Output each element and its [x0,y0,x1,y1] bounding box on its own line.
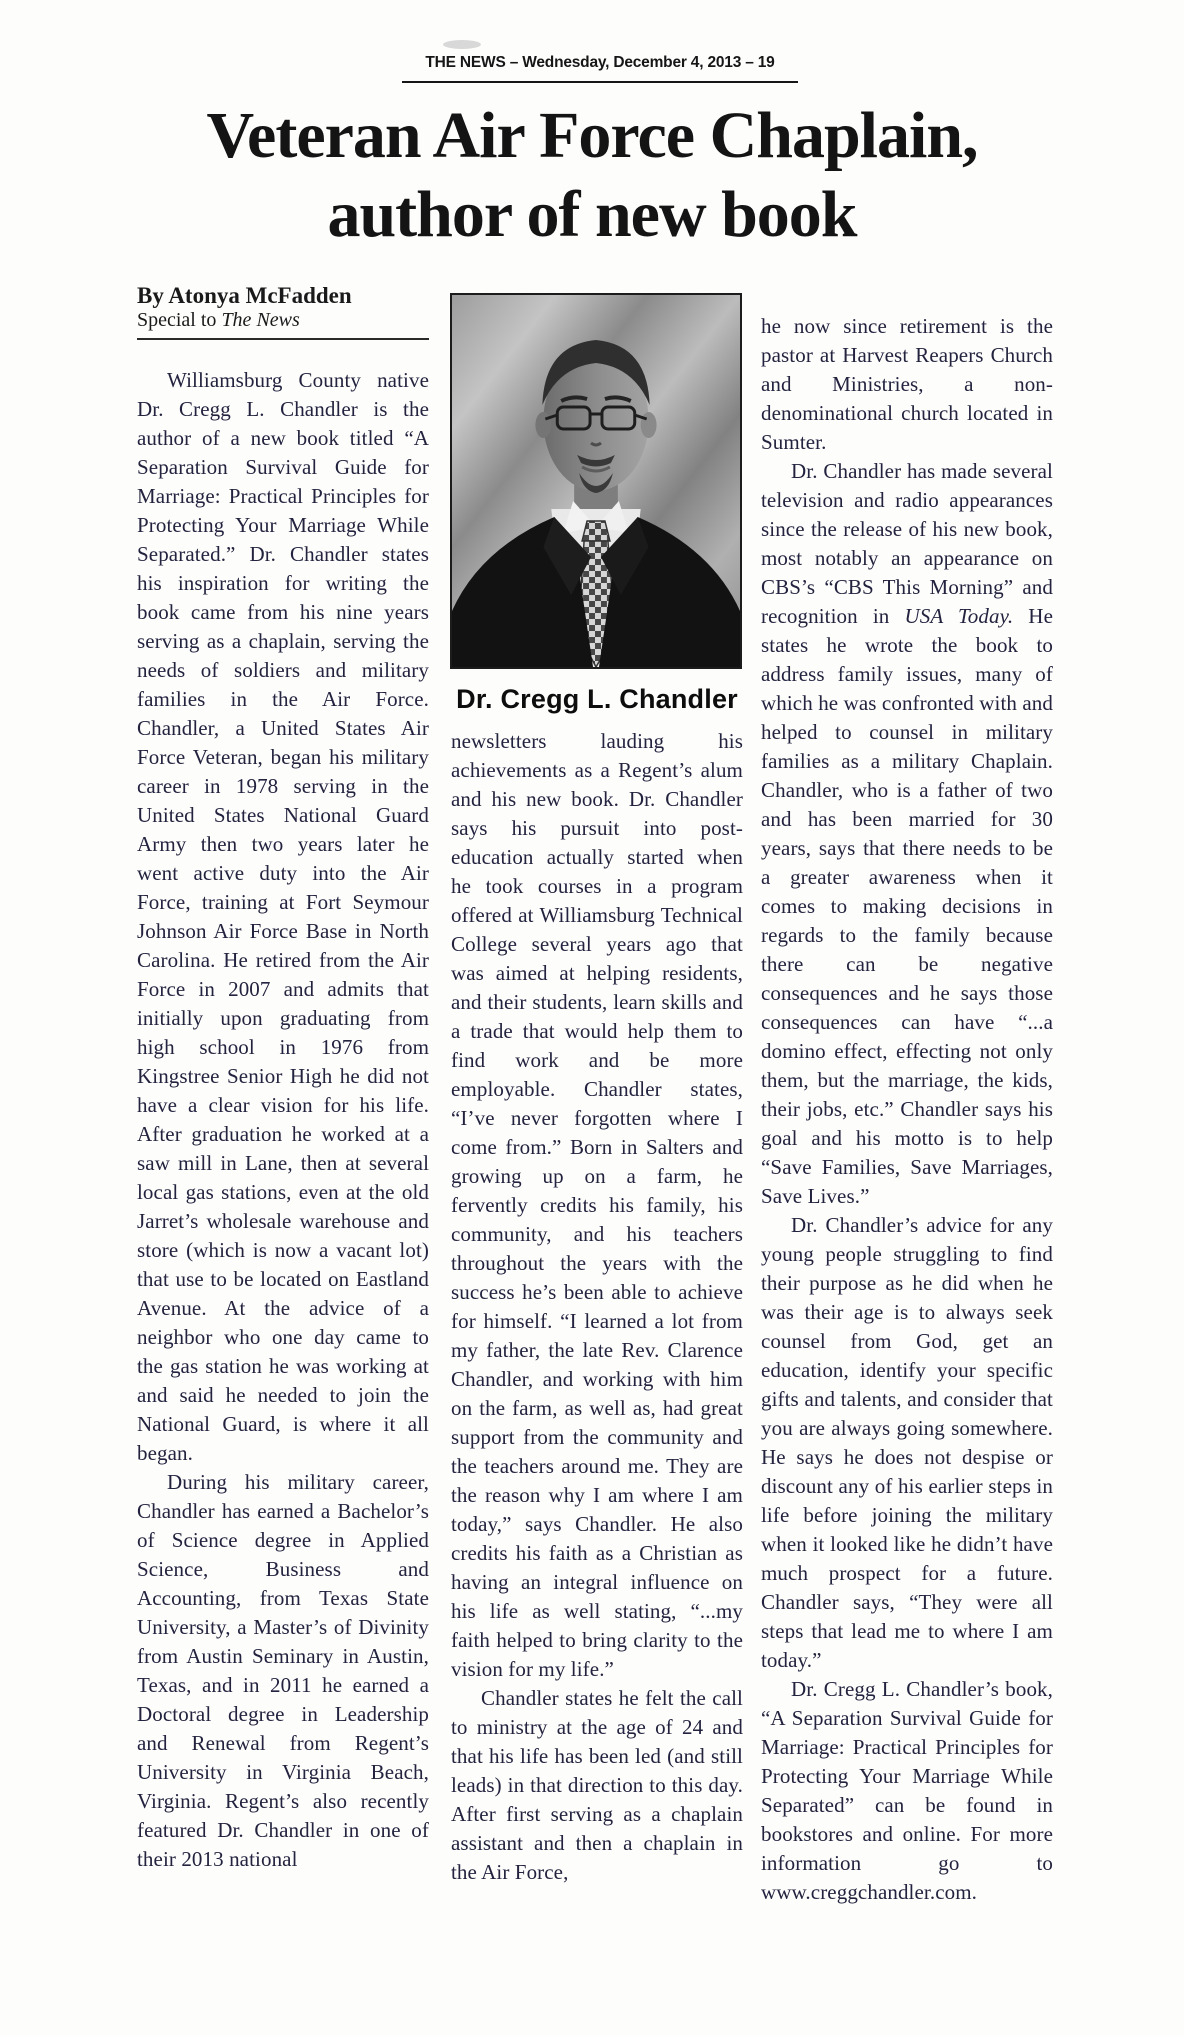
byline-block [137,283,429,340]
usa-today-italic: USA Today. [904,604,1014,628]
column2-paragraph-2: Chandler states he felt the call to ministry at the age of 24 and that his life has been led (and still leads) in that direction to this day. After first serving as a chaplain assistant and then a chaplain in the Air Force, [451,1686,743,1884]
column3-paragraph-4: Dr. Cregg L. Chandler’s book, “A Separation Survival Guide for Marriage: Practical Principles for Protecting Your Marriage While Separated” can be found in bookstores and online. For more information go to www.creggchandler.com. [761,1677,1053,1904]
column3-paragraph-2 [761,457,1053,1211]
column2-paragraph-1: newsletters lauding his achievements as a Regent’s alum and his new book. Dr. Chandler says his pursuit into post-education actually started when he took courses in a program offered at Williamsburg Technical College several years ago that was aimed at helping residents, and their students, learn skills and a trade that would help them to find work and be more employable. Chandler states, “I’ve never forgotten where I come from.” Born in Salters and growing up on a farm, he fervently credits his family, his community, and his teachers throughout the years with the success he’s been able to achieve for himself. “I learned a lot from my father, the late Rev. Clarence Chandler, and working with him on the farm, as well as, had great support from the community and the teachers around me. They are the reason why I am where I am today,” says Chandler. He also credits his faith as a Christian as having an integral influence on his life as well stating, “...my faith helped to bring clarity to the vision for my life.” [451,729,743,1681]
column1-paragraph-2: During his military career, Chandler has earned a Bachelor’s of Science degree in Applied Science, Business and Accounting, from Texas State University, a Master’s of Divinity from Austin Seminary in Austin, Texas, and in 2011 he earned a Doctoral degree in Leadership and Renewal from Regent’s University in Virginia Beach, Virginia. Regent’s also recently featured Dr. Chandler in one of their 2013 national [137,1470,429,1871]
byline-special [137,309,429,331]
ear-right [641,412,657,438]
byline-publication-name: The News [221,309,300,331]
byline-author: By Atonya McFadden [137,283,352,308]
headline-line-2: author of new book [327,178,857,251]
column3-paragraph-2-text: Dr. Chandler has made several television and radio appearances since the release of his new book, most notably an appearance on CBS’s “CBS This Morning” and recognition in [761,459,1053,628]
column3-paragraph-3: Dr. Chandler’s advice for any young people struggling to find their purpose as he did when he was their age is to always seek counsel from God, get an education, identify your specific gifts and talents, and consider that you are always going somewhere. He says he does not despise or discount any of his earlier steps in life before joining the military when it looked like he didn’t have much prospect for a future. Chandler says, “They were all steps that lead me to where I am today.” [761,1213,1053,1672]
headline-line-1: Veteran Air Force Chaplain, [206,99,978,172]
masthead: THE NEWS – Wednesday, December 4, 2013 – 19 [402,54,798,83]
byline-special-prefix: Special to [137,309,222,331]
column1-paragraph-1: Williamsburg County native Dr. Cregg L. Chandler is the author of a new book titled “A Separation Survival Guide for Marriage: Practical Principles for Protecting Your Marriage While Separated.” Dr. Chandler states his inspiration for writing the book came from his nine years serving as a chaplain, serving the needs of soldiers and military families in the Air Force. Chandler, a United States Air Force Veteran, began his military career in 1978 serving in the United States National Guard Army then two years later he went active duty into the Air Force, training at Fort Seymour Johnson Air Force Base in North Carolina. He retired from the Air Force in 2007 and admits that initially upon graduating from high school in 1976 from Kingstree Senior High he did not have a clear vision for his life. After graduation he worked at a saw mill in Lane, then at several local gas stations, even at the old Jarret’s wholesale warehouse and store (which is now a vacant lot) that use to be located on Eastland Avenue. At the advice of a neighbor who one day came to the gas station he was working at and said he needed to join the National Guard, is where it all began. [137,368,429,1465]
article-column-1 [137,366,429,1874]
scan-smudge-artifact [443,40,481,49]
article-photo [450,293,742,669]
column3-paragraph-2-continued: He states he wrote the book to address family issues, many of which he was confronted with and helped to counsel in military families as a military Chaplain. Chandler, who is a father of two and has been married for 30 years, says that there needs to be a greater awareness when it comes to making decisions in regards to the family because there can be negative consequences and he says those consequences can have “...a domino effect, effecting not only them, but the marriage, the kids, their jobs, etc.” Chandler says his goal and his motto is to help “Save Families, Save Marriages, Save Lives.” [761,604,1053,1208]
photo-caption: Dr. Cregg L. Chandler [456,684,738,714]
article-column-3 [761,312,1053,1907]
article-headline [40,96,1144,254]
portrait-illustration [452,295,740,667]
column3-paragraph-1: he now since retirement is the pastor at Harvest Reapers Church and Ministries, a non-denominational church located in Sumter. [761,314,1053,454]
article-column-2 [451,727,743,1887]
ear-left [535,412,551,438]
